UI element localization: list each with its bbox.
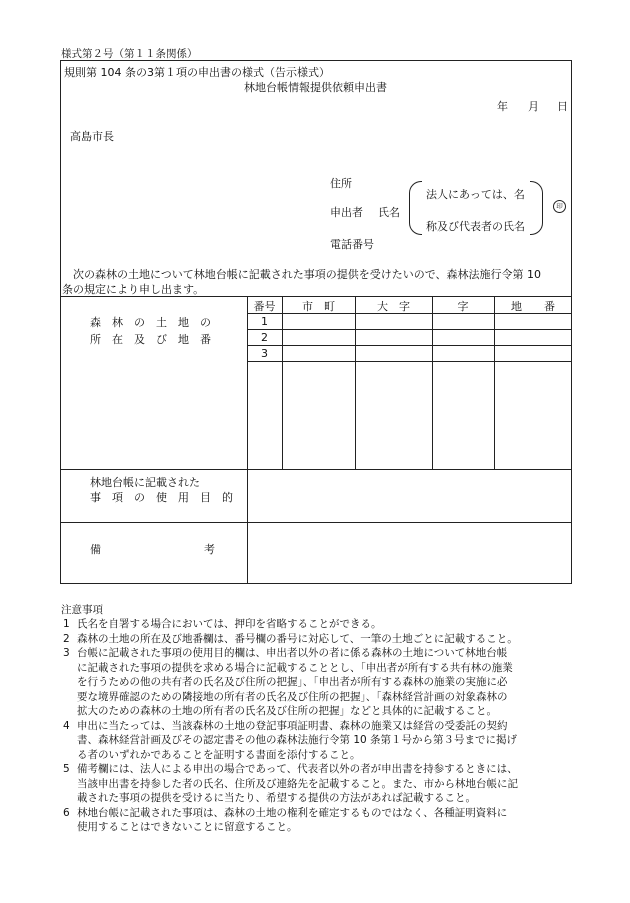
col-divider-1 bbox=[282, 296, 283, 469]
note-text-line: 要な境界確認のための隣接地の所有者の氏名及び住所の把握」、「森林経営計画の対象森林の bbox=[77, 690, 508, 703]
remarks-top-line bbox=[60, 522, 572, 523]
form-title: 林地台帳情報提供依頼申出書 bbox=[244, 81, 387, 94]
note-text-line: 使用することはできないことに留意すること。 bbox=[77, 821, 298, 833]
note-text-line: 書、森林経営計画及びその認定書その他の森林法施行令第 10 条第１号から第３号までに掲げ bbox=[77, 734, 518, 746]
table-row3-line bbox=[247, 361, 572, 362]
note-number: 5 bbox=[63, 763, 70, 775]
note-text-line: 台帳に記載された事項の使用目的欄は、申出者以外の者に係る森林の土地について林地台帳 bbox=[77, 647, 508, 659]
note-text-line: 氏名を自署する場合においては、押印を省略することができる。 bbox=[77, 618, 382, 630]
applicant-label: 申出者 bbox=[330, 206, 363, 219]
col-header-lot: 地 番 bbox=[511, 300, 555, 313]
note-text-line: に記載された事項の提供を求める場合に記載することとし、「申出者が所有する共有林の施業 bbox=[77, 661, 513, 674]
col-divider-2 bbox=[355, 296, 356, 469]
note-number: 3 bbox=[63, 647, 70, 659]
name-label: 氏名 bbox=[378, 206, 400, 219]
table-top-line bbox=[60, 296, 572, 297]
land-label-line2: 所 在 及 び 地 番 bbox=[90, 333, 211, 346]
address-label: 住所 bbox=[330, 177, 352, 190]
notes-title: 注意事項 bbox=[61, 604, 103, 616]
note-text-line: 拡大のための森林の土地の所有者の氏名及び住所の把握」などと具体的に記載すること。 bbox=[77, 705, 497, 717]
body-text-line2: 条の規定により申し出ます。 bbox=[62, 283, 205, 296]
note-text-line: る者のいずれかであることを証明する書面を添付すること。 bbox=[77, 748, 361, 761]
corp-note-line1: 法人にあっては、名 bbox=[426, 188, 525, 201]
table-row1-line bbox=[247, 329, 572, 330]
remarks-label-right: 考 bbox=[204, 543, 215, 556]
note-text-line: を行うための他の共有者の氏名及び住所の把握」、「申出者が所有する森林の施業の実施に必 bbox=[77, 676, 508, 688]
land-label-line1: 森 林 の 土 地 の bbox=[90, 316, 211, 329]
note-number: 1 bbox=[63, 618, 70, 630]
note-text-line: 当該申出書を持参した者の氏名、住所及び連絡先を記載すること。また、市から林地台帳に記 bbox=[77, 777, 518, 790]
note-number: 2 bbox=[63, 632, 70, 645]
date-day: 日 bbox=[557, 100, 568, 113]
date-month: 月 bbox=[528, 100, 539, 113]
corp-note-line2: 称及び代表者の氏名 bbox=[426, 220, 525, 233]
body-text-line1: 次の森林の土地について林地台帳に記載された事項の提供を受けたいので、森林法施行令第 10 bbox=[73, 268, 542, 281]
note-text-line: 森林の土地の所在及び地番欄は、番号欄の番号に対応して、一筆の土地ごとに記載すること。 bbox=[77, 632, 518, 645]
note-text-line: 備考欄には、法人による申出の場合であって、代表者以外の者が申出書を持参するときには、 bbox=[77, 763, 518, 775]
table-row2-line bbox=[247, 345, 572, 346]
row-number-3: 3 bbox=[261, 347, 268, 360]
purpose-top-line bbox=[60, 469, 572, 470]
note-number: 4 bbox=[63, 719, 70, 732]
remarks-label-left: 備 bbox=[90, 543, 101, 556]
seal-mark: 印 bbox=[553, 200, 566, 213]
col-header-number: 番号 bbox=[253, 300, 276, 313]
right-bracket bbox=[530, 181, 543, 235]
col-header-city: 市 町 bbox=[302, 300, 335, 313]
col-divider-3 bbox=[432, 296, 433, 469]
rule-reference: 規則第 104 条の3第１項の申出書の様式（告示様式） bbox=[64, 66, 330, 79]
col-header-oaza: 大 字 bbox=[377, 300, 410, 313]
left-bracket bbox=[409, 181, 422, 235]
note-text-line: 載された事項の提供を受けるに当たり、希望する提供の方法があれば記載すること。 bbox=[77, 792, 476, 804]
note-text-line: 林地台帳に記載された事項は、森林の土地の権利を確定するものではなく、各種証明資料に bbox=[77, 806, 508, 819]
col-header-aza: 字 bbox=[457, 300, 469, 313]
phone-label: 電話番号 bbox=[330, 238, 374, 251]
note-number: 6 bbox=[63, 806, 70, 819]
row-number-2: 2 bbox=[261, 331, 268, 344]
col-divider-4 bbox=[494, 296, 495, 469]
note-text-line: 申出に当たっては、当該森林の土地の登記事項証明書、森林の施業又は経営の受委託の契約 bbox=[77, 719, 508, 732]
date-year: 年 bbox=[497, 100, 508, 113]
purpose-label-line2: 事 項 の 使 用 目 的 bbox=[90, 491, 233, 504]
purpose-label-line1: 林地台帳に記載された bbox=[90, 476, 200, 489]
form-number: 様式第２号（第１１条関係） bbox=[61, 48, 198, 60]
row-number-1: 1 bbox=[261, 315, 268, 328]
addressee: 高島市長 bbox=[70, 130, 114, 143]
